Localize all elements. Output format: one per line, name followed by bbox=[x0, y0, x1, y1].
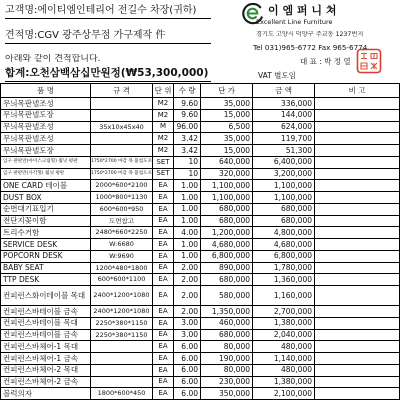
cell-unit-price: 890,000 bbox=[201, 263, 253, 275]
cell-specification: 1750*2700 마감 목 불첨도포 bbox=[91, 169, 153, 181]
cell-specification: 1800*600*450 bbox=[91, 388, 153, 400]
cell-item-name: 컨피런스바테이블 목대 bbox=[1, 318, 91, 330]
cell-note bbox=[315, 204, 400, 216]
cell-unit: EA bbox=[153, 330, 174, 342]
cell-note bbox=[315, 274, 400, 286]
cell-note bbox=[315, 263, 400, 275]
cell-item-name: ONE CARD 테이블 bbox=[1, 180, 91, 192]
cell-note bbox=[315, 227, 400, 239]
cell-note bbox=[315, 133, 400, 145]
table-row bbox=[1, 306, 400, 318]
cell-specification: W:6680 bbox=[91, 239, 153, 251]
cell-quantity: 96.00 bbox=[174, 122, 201, 134]
cell-unit-price: 35,000 bbox=[201, 98, 253, 110]
cell-specification bbox=[91, 133, 153, 145]
cell-item-name: 입구 판판만(사각형) 월넛 평판 bbox=[1, 169, 91, 181]
cell-unit-price: 640,000 bbox=[201, 157, 253, 169]
cell-amount: 6,800,000 bbox=[253, 251, 315, 263]
cell-unit: M2 bbox=[153, 133, 174, 145]
cell-unit-price: 580,000 bbox=[201, 286, 253, 306]
cell-amount: 2,040,000 bbox=[253, 330, 315, 342]
cell-amount: 680,000 bbox=[253, 216, 315, 228]
table-row bbox=[1, 341, 400, 353]
cell-unit: M2 bbox=[153, 145, 174, 157]
table-row bbox=[1, 330, 400, 342]
cell-specification bbox=[91, 98, 153, 110]
cell-amount: 680,000 bbox=[253, 204, 315, 216]
cell-note bbox=[315, 377, 400, 389]
cell-amount: 624,000 bbox=[253, 122, 315, 134]
cell-quantity: 4.00 bbox=[174, 227, 201, 239]
cell-specification: 2000*600*2100 bbox=[91, 180, 153, 192]
cell-specification bbox=[91, 145, 153, 157]
seal-stamp bbox=[356, 48, 382, 74]
vat-note: VAT 별도임 bbox=[258, 71, 296, 80]
cell-quantity: 10 bbox=[174, 169, 201, 181]
cell-unit: M bbox=[153, 122, 174, 134]
cell-note bbox=[315, 122, 400, 134]
cell-quantity: 9.60 bbox=[174, 110, 201, 122]
cell-unit-price: 4,680,000 bbox=[201, 239, 253, 251]
cell-specification: 600*600*1100 bbox=[91, 274, 153, 286]
cell-unit-price: 680,000 bbox=[201, 274, 253, 286]
cell-quantity: 6.00 bbox=[174, 365, 201, 377]
cell-amount: 1,380,000 bbox=[253, 318, 315, 330]
cell-quantity: 1.00 bbox=[174, 204, 201, 216]
cell-unit-price: 680,000 bbox=[201, 330, 253, 342]
cell-specification bbox=[91, 377, 153, 389]
cell-unit-price: 230,000 bbox=[201, 377, 253, 389]
cell-item-name: TTP DESK bbox=[1, 274, 91, 286]
cell-unit-price: 80,000 bbox=[201, 341, 253, 353]
cell-specification: W:9690 bbox=[91, 251, 153, 263]
cell-quantity: 2.00 bbox=[174, 263, 201, 275]
cell-unit-price: 35,000 bbox=[201, 133, 253, 145]
cell-note bbox=[315, 306, 400, 318]
cell-unit: EA bbox=[153, 306, 174, 318]
cell-specification: 도면참고 bbox=[91, 216, 153, 228]
table-row bbox=[1, 204, 400, 216]
cell-item-name: 전단지꽂이함 bbox=[1, 216, 91, 228]
cell-unit-price: 460,000 bbox=[201, 318, 253, 330]
table-row bbox=[1, 263, 400, 275]
table-row bbox=[1, 169, 400, 181]
cell-item-name: DUST BOX bbox=[1, 192, 91, 204]
cell-item-name: POPCORN DESK bbox=[1, 251, 91, 263]
cell-unit-price: 680,000 bbox=[201, 216, 253, 228]
cell-note bbox=[315, 192, 400, 204]
cell-unit: EA bbox=[153, 192, 174, 204]
cell-unit-price: 320,000 bbox=[201, 169, 253, 181]
cell-unit: EA bbox=[153, 239, 174, 251]
table-header-row bbox=[1, 84, 400, 98]
cell-quantity: 1.00 bbox=[174, 239, 201, 251]
cell-amount: 1,780,000 bbox=[253, 263, 315, 275]
cell-note bbox=[315, 239, 400, 251]
cell-amount: 480,000 bbox=[253, 341, 315, 353]
cell-unit: EA bbox=[153, 377, 174, 389]
cell-quantity: 6.00 bbox=[174, 341, 201, 353]
cell-quantity: 1.00 bbox=[174, 251, 201, 263]
cell-unit: M2 bbox=[153, 110, 174, 122]
cell-amount: 1,100,000 bbox=[253, 192, 315, 204]
table-row bbox=[1, 227, 400, 239]
cell-specification: 2250*380*1150 bbox=[91, 330, 153, 342]
cell-item-name: 무늬목판넬도장 bbox=[1, 110, 91, 122]
header-specification: 규 격 bbox=[91, 84, 153, 98]
cell-item-name: 무늬목판넬도장 bbox=[1, 145, 91, 157]
cell-unit-price: 1,200,000 bbox=[201, 227, 253, 239]
table-row bbox=[1, 157, 400, 169]
cell-unit-price: 15,000 bbox=[201, 110, 253, 122]
table-row bbox=[1, 133, 400, 145]
cell-note bbox=[315, 286, 400, 306]
cell-unit: EA bbox=[153, 286, 174, 306]
cell-specification: 2480*660*2250 bbox=[91, 227, 153, 239]
cell-amount: 1,360,000 bbox=[253, 274, 315, 286]
company-name-english: Excellent Line Furniture bbox=[256, 18, 333, 26]
header-unit-price: 단 가 bbox=[201, 84, 253, 98]
cell-unit: EA bbox=[153, 341, 174, 353]
cell-item-name: 블럭의자 bbox=[1, 388, 91, 400]
cell-specification bbox=[91, 341, 153, 353]
cell-quantity: 6.00 bbox=[174, 377, 201, 389]
table-row bbox=[1, 251, 400, 263]
cell-amount: 144,000 bbox=[253, 110, 315, 122]
table-row bbox=[1, 98, 400, 110]
cell-item-name: 컨피런스바테이블 금속 bbox=[1, 306, 91, 318]
cell-unit-price: 80,000 bbox=[201, 365, 253, 377]
cell-note bbox=[315, 180, 400, 192]
cell-unit: EA bbox=[153, 251, 174, 263]
cell-quantity: 2.00 bbox=[174, 274, 201, 286]
cell-quantity: 3.42 bbox=[174, 145, 201, 157]
cell-note bbox=[315, 145, 400, 157]
cell-amount: 1,140,000 bbox=[253, 353, 315, 365]
cell-item-name: BABY SEAT bbox=[1, 263, 91, 275]
cell-unit: EA bbox=[153, 263, 174, 275]
cell-item-name: 무늬목판넬조성 bbox=[1, 133, 91, 145]
total-amount: 합계:오천삼백삼십만원정(₩53,300,000) bbox=[5, 67, 211, 82]
cell-unit: EA bbox=[153, 216, 174, 228]
cell-unit: EA bbox=[153, 180, 174, 192]
cell-note bbox=[315, 98, 400, 110]
header-amount: 금 액 bbox=[253, 84, 315, 98]
cell-item-name: 컨피런스바체어-1 목대 bbox=[1, 341, 91, 353]
cell-amount: 6,400,000 bbox=[253, 157, 315, 169]
cell-quantity: 1.00 bbox=[174, 192, 201, 204]
project-title: 견적명:CGV 광주상무점 가구제작 件 bbox=[5, 29, 211, 44]
cell-item-name: 트리수거함 bbox=[1, 227, 91, 239]
table-row bbox=[1, 180, 400, 192]
cell-amount: 2,700,000 bbox=[253, 306, 315, 318]
cell-item-name: 순번대기표입기 bbox=[1, 204, 91, 216]
cell-quantity: 1.00 bbox=[174, 216, 201, 228]
cell-quantity: 6.00 bbox=[174, 353, 201, 365]
company-address: 경기도 고양시 덕양구 주교동 1237번지 bbox=[256, 31, 364, 38]
cell-unit-price: 15,000 bbox=[201, 145, 253, 157]
cell-unit-price: 190,000 bbox=[201, 353, 253, 365]
cell-unit-price: 1,100,000 bbox=[201, 192, 253, 204]
cell-quantity: 2.00 bbox=[174, 306, 201, 318]
cell-quantity: 3.00 bbox=[174, 318, 201, 330]
cell-note bbox=[315, 110, 400, 122]
cell-amount: 2,100,000 bbox=[253, 388, 315, 400]
cell-specification: 2400*1200*1080 bbox=[91, 286, 153, 306]
cell-unit: SET bbox=[153, 157, 174, 169]
cell-specification: 2250*380*1150 bbox=[91, 318, 153, 330]
cell-unit: EA bbox=[153, 274, 174, 286]
cell-unit: EA bbox=[153, 353, 174, 365]
cell-item-name: 입구 판판만(아이스크림형) 월넛 평판 bbox=[1, 157, 91, 169]
cell-unit: EA bbox=[153, 204, 174, 216]
cell-unit-price: 6,800,000 bbox=[201, 251, 253, 263]
cell-item-name: 컨피런스바체어-1 금속 bbox=[1, 353, 91, 365]
cell-quantity: 6.00 bbox=[174, 388, 201, 400]
company-contact: Tel 031)965-6772 Fax 965-6774 bbox=[253, 43, 368, 52]
cell-amount: 336,000 bbox=[253, 98, 315, 110]
cell-item-name: 무늬목판넬조성 bbox=[1, 98, 91, 110]
quotation-table bbox=[0, 83, 400, 400]
cell-note bbox=[315, 341, 400, 353]
table-row bbox=[1, 192, 400, 204]
cell-specification bbox=[91, 365, 153, 377]
table-row bbox=[1, 122, 400, 134]
cell-amount: 51,300 bbox=[253, 145, 315, 157]
cell-unit: EA bbox=[153, 227, 174, 239]
cell-unit: M2 bbox=[153, 98, 174, 110]
cell-amount: 119,700 bbox=[253, 133, 315, 145]
cell-unit-price: 680,000 bbox=[201, 204, 253, 216]
cell-amount: 1,100,000 bbox=[253, 180, 315, 192]
table-row bbox=[1, 110, 400, 122]
cell-note bbox=[315, 251, 400, 263]
table-row bbox=[1, 145, 400, 157]
cell-item-name: 컨피런스바체어-2 목대 bbox=[1, 365, 91, 377]
representative-name: 대 표 : 박 정 열 bbox=[300, 57, 351, 66]
cell-specification bbox=[91, 353, 153, 365]
cell-specification bbox=[91, 110, 153, 122]
cell-quantity: 10 bbox=[174, 157, 201, 169]
cell-amount: 480,000 bbox=[253, 365, 315, 377]
table-row bbox=[1, 388, 400, 400]
company-name: 이 엠 퍼 니 쳐 bbox=[268, 4, 337, 17]
cell-specification: 1200*480*1800 bbox=[91, 263, 153, 275]
table-row bbox=[1, 239, 400, 251]
cell-note bbox=[315, 318, 400, 330]
cell-note bbox=[315, 365, 400, 377]
cell-item-name: 컨피런스화이테이블 목대 bbox=[1, 286, 91, 306]
cell-note bbox=[315, 388, 400, 400]
table-row bbox=[1, 274, 400, 286]
cell-unit-price: 1,350,000 bbox=[201, 306, 253, 318]
cell-amount: 1,380,000 bbox=[253, 377, 315, 389]
cell-unit: EA bbox=[153, 318, 174, 330]
cell-specification: 600*600*950 bbox=[91, 204, 153, 216]
cell-note bbox=[315, 157, 400, 169]
cell-specification: 1750*2700 마감 목 불첨도포 bbox=[91, 157, 153, 169]
table-row bbox=[1, 216, 400, 228]
cell-specification: 1000*800*1130 bbox=[91, 192, 153, 204]
cell-unit-price: 1,100,000 bbox=[201, 180, 253, 192]
header-item-name: 품 명 bbox=[1, 84, 91, 98]
cell-item-name: 컨피런스바테이블 금속 bbox=[1, 330, 91, 342]
table-row bbox=[1, 365, 400, 377]
greeting-text: 아래와 같이 견적합니다. bbox=[5, 54, 101, 64]
cell-note bbox=[315, 216, 400, 228]
cell-note bbox=[315, 353, 400, 365]
cell-quantity: 1.00 bbox=[174, 180, 201, 192]
cell-quantity: 3.00 bbox=[174, 330, 201, 342]
cell-amount: 1,160,000 bbox=[253, 286, 315, 306]
table-row bbox=[1, 318, 400, 330]
cell-note bbox=[315, 169, 400, 181]
cell-specification: 35x10x45x40 bbox=[91, 122, 153, 134]
cell-amount: 4,680,000 bbox=[253, 239, 315, 251]
cell-unit: SET bbox=[153, 169, 174, 181]
cell-unit-price: 6,500 bbox=[201, 122, 253, 134]
header-note: 비 고 bbox=[315, 84, 400, 98]
cell-specification: 2400*1200*1080 bbox=[91, 306, 153, 318]
cell-quantity: 2.00 bbox=[174, 286, 201, 306]
cell-unit: EA bbox=[153, 365, 174, 377]
table-row bbox=[1, 353, 400, 365]
table-row bbox=[1, 286, 400, 306]
cell-amount: 3,200,000 bbox=[253, 169, 315, 181]
cell-item-name: 컨피런스바체어-2 금속 bbox=[1, 377, 91, 389]
cell-item-name: 무늬목판넬조성 bbox=[1, 122, 91, 134]
cell-item-name: SERVICE DESK bbox=[1, 239, 91, 251]
cell-unit: EA bbox=[153, 388, 174, 400]
header-unit: 단 위 bbox=[153, 84, 174, 98]
table-body bbox=[1, 98, 400, 400]
header-quantity: 수 량 bbox=[174, 84, 201, 98]
cell-unit-price: 350,000 bbox=[201, 388, 253, 400]
cell-quantity: 3.42 bbox=[174, 133, 201, 145]
customer-line: 고객명:에이티엠인테리어 전길수 차장(귀하) bbox=[5, 4, 211, 19]
cell-quantity: 9.60 bbox=[174, 98, 201, 110]
table-row bbox=[1, 377, 400, 389]
cell-amount: 4,800,000 bbox=[253, 227, 315, 239]
cell-note bbox=[315, 330, 400, 342]
